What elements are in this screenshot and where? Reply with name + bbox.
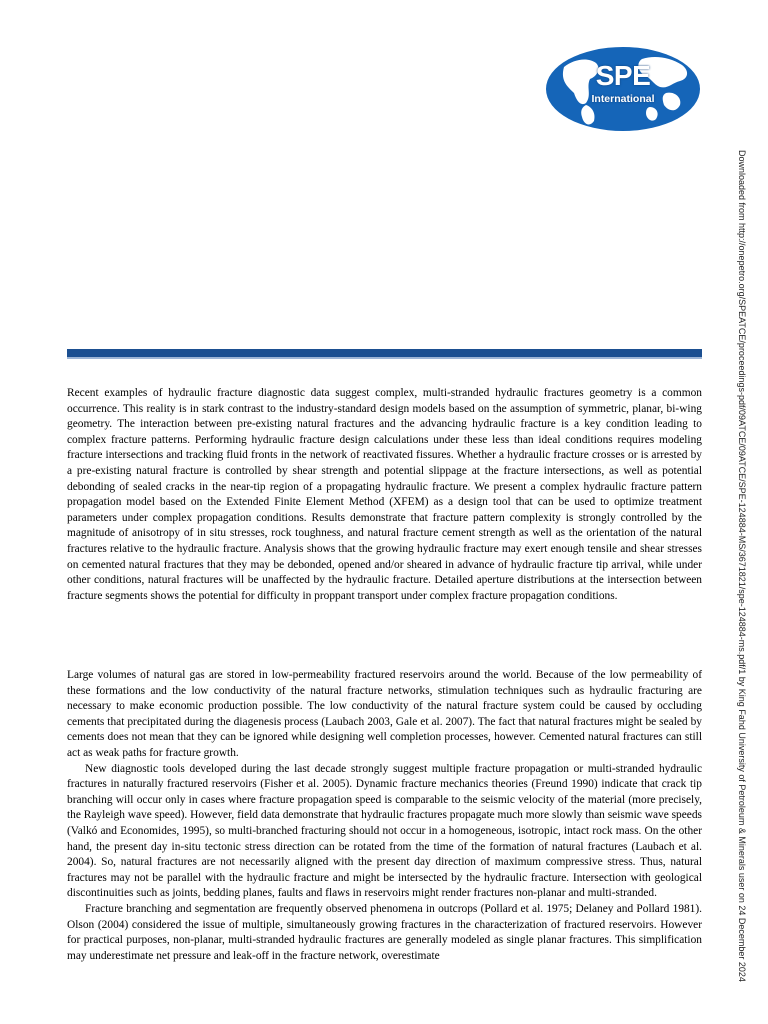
abstract-paragraph: Recent examples of hydraulic fracture diagnostic data suggest complex, multi-stranded hydraulic fractures geometry is a common occurrence. This reality is in stark contrast to the industry-standard design models based on the assumption of symmetric, planar, bi-wing geometry. The interaction between pre-existing natural fractures and the advancing hydraulic fracture is a key condition leading to complex fracture patterns. Performing hydraulic fracture design calculations under these less than ideal conditions requires modeling fracture intersections and tracking fluid fronts in the network of reactivated fissures. Whether a hydraulic fracture crosses or is arrested by a pre-existing natural fracture is controlled by shear strength and potential slippage at the fracture intersections, as well as potential debonding of sealed cracks in the near-tip region of a propagating hydraulic fracture. We present a complex hydraulic fracture pattern propagation model based on the Extended Finite Element Method (XFEM) as a design tool that can be used to optimize treatment parameters under complex propagation conditions. Results demonstrate that fracture pattern complexity is strongly controlled by the magnitude of anisotropy of in situ stresses, rock toughness, and natural fracture cement strength as well as the orientation of the natural fractures relative to the hydraulic fracture. Analysis shows that the growing hydraulic fracture may exert enough tensile and shear stresses on cemented natural fractures that they may be debonded, opened and/or sheared in advance of hydraulic fracture tip arrival, while under other conditions, natural fractures will be unaffected by the hydraulic fracture. Detailed aperture distributions at the intersection between fracture segments shows the potential for difficulty in proppant transport under complex fracture propagation conditions. xyxy=(67,387,702,602)
logo-subtitle: International xyxy=(591,93,655,105)
introduction-section xyxy=(67,668,702,964)
body-paragraph: New diagnostic tools developed during the last decade strongly suggest multiple fracture propagation or multi-stranded hydraulic fractures in naturally fractured reservoirs (Fisher et al. 2005). Dynamic fracture mechanics theories (Freund 1990) indicate that crack tip branching will occur only in cases where fracture propagation speed is comparable to the seismic velocity of the material (more precisely, the Rayleigh wave speed). However, field data demonstrate that hydraulic fractures propagate much more slowly than seismic wave speeds (Valkó and Economides, 1995), so multi-branched fracturing should not occur in a homogeneous, isotropic, intact rock mass. On the other hand, the present day in-situ tectonic stress direction can be rotated from the time of the formation of natural fractures (Laubach et al. 2004). So, natural fractures are not necessarily aligned with the present day direction of maximum compressive stress. Thus, natural fractures may not be parallel with the hydraulic fracture and might be intersected by the hydraulic fracture. Intersection with geological discontinuities such as joints, bedding planes, faults and flaws in reservoirs might render fractures non-planar and multi-stranded. xyxy=(67,762,702,900)
body-paragraph: Large volumes of natural gas are stored in low-permeability fractured reservoirs around the world. Because of the low permeability of these formations and the low conductivity of the natural fracture networks, stimulation techniques such as hydraulic fracturing are necessary to make economic production possible. The low conductivity of the natural fracture system could be caused by occluding cements that precipitated during the diagenesis process (Laubach 2003, Gale et al. 2007). The fact that natural fractures might be sealed by cements does not mean that they can be ignored while designing well completion processes, however. Cemented natural fractures can still act as weak paths for fracture growth. xyxy=(67,669,702,759)
spe-international-logo xyxy=(546,47,700,131)
header-rule xyxy=(67,349,702,357)
download-watermark-text: Downloaded from http://onepetro.org/SPEATCE/proceedings-pdf/09ATCE/09ATCE/SPE-124884-MS/3671821/spe-124884-ms.pdf/1 by King Fahd University of Petroleum & Minerals user on 24 December 2024 xyxy=(737,150,747,982)
body-paragraph: Fracture branching and segmentation are frequently observed phenomena in outcrops (Pollard et al. 1975; Delaney and Pollard 1981). Olson (2004) considered the issue of multiple, simultaneously growing fractures in the characterization of fractured reservoirs. However for practical purposes, non-planar, multi-stranded hydraulic fractures are generally modeled as single planar fractures. This simplification may underestimate net pressure and leak-off in the fracture network, overestimate xyxy=(67,902,702,962)
logo-brand: SPE xyxy=(595,60,651,91)
download-watermark xyxy=(733,150,753,980)
